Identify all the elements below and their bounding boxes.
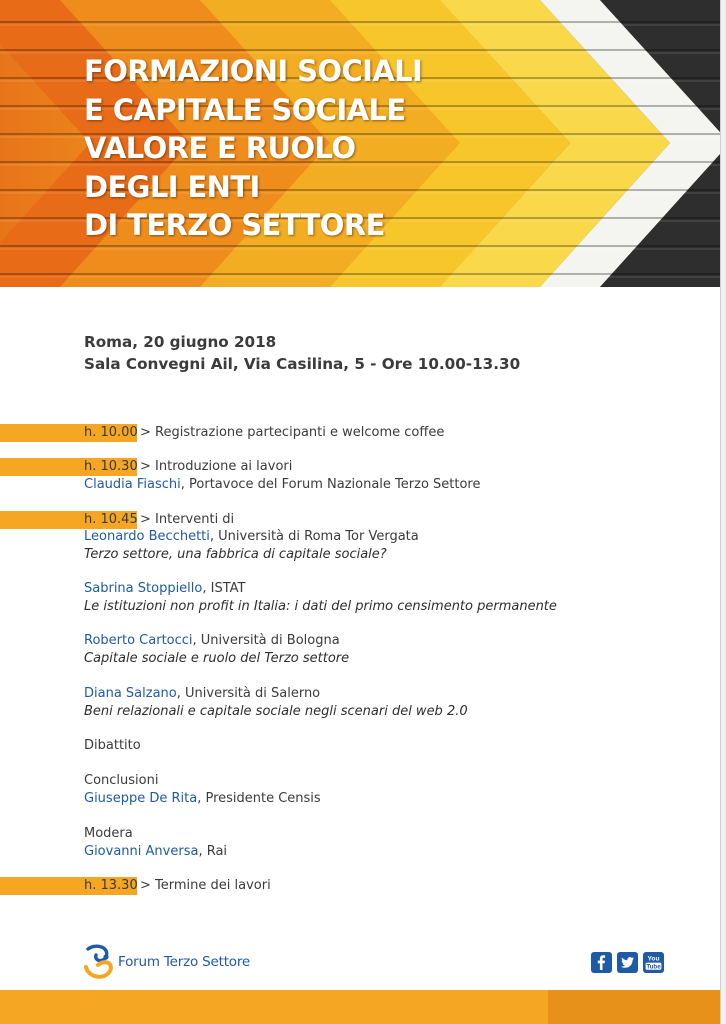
speaker-name: Leonardo Becchetti [84, 529, 210, 544]
slot-time: h. 10.00 [84, 425, 138, 440]
talk-title: Capitale sociale e ruolo del Terzo settore [84, 651, 350, 666]
speaker-line [84, 790, 321, 808]
slot-description: > Interventi di [140, 512, 235, 527]
speaker-name: Claudia Fiaschi [84, 477, 181, 492]
talk-title: Le istituzioni non profit in Italia: i dati del primo censimento permanente [84, 599, 557, 614]
youtube-you-text: You [647, 955, 660, 963]
title-line-4: DEGLI ENTI [84, 169, 260, 204]
slot-time: h. 10.30 [84, 459, 138, 474]
talk-title: Terzo settore, una fabbrica di capitale sociale? [84, 547, 387, 562]
slot-description: > Termine dei lavori [140, 878, 271, 893]
slot-time: h. 10.45 [84, 512, 138, 527]
slot-description: > Registrazione partecipanti e welcome coffee [140, 425, 445, 440]
youtube-icon[interactable] [643, 952, 664, 973]
slot-description: > Introduzione ai lavori [140, 459, 293, 474]
title-line-3: VALORE E RUOLO [84, 131, 356, 165]
speaker-affiliation: , Università di Salerno [176, 686, 321, 701]
header-banner [0, 0, 720, 287]
speaker-role: , Presidente Censis [197, 791, 321, 806]
speaker-role: , Portavoce del Forum Nazionale Terzo Settore [180, 477, 481, 492]
title-line-2: E CAPITALE SOCIALE [84, 92, 406, 127]
title-line-5: DI TERZO SETTORE [84, 208, 385, 242]
logo-text: Forum Terzo Settore [118, 954, 251, 970]
youtube-glyph [643, 952, 664, 973]
speaker-affiliation: , Università di Bologna [192, 633, 340, 648]
page-edge [720, 0, 726, 1024]
speaker-name: Sabrina Stoppiello [84, 581, 203, 596]
speaker-affiliation: , ISTAT [202, 581, 246, 596]
event-venue [84, 331, 520, 375]
debate-label: Dibattito [84, 738, 141, 753]
moderator-label: Modera [84, 826, 133, 841]
speaker-role: , Rai [198, 844, 228, 859]
speaker-name: Giuseppe De Rita [84, 791, 198, 806]
forum-logo-mark-icon [82, 943, 116, 981]
speaker-line [84, 685, 320, 703]
speaker-name: Roberto Cartocci [84, 633, 193, 648]
conclusions-label: Conclusioni [84, 773, 159, 788]
forum-terzo-settore-logo[interactable] [82, 943, 282, 981]
talk-title: Beni relazionali e capitale sociale negli scenari del web 2.0 [84, 704, 468, 719]
twitter-glyph [617, 952, 638, 973]
facebook-glyph [591, 952, 612, 973]
youtube-tube-text: Tube [646, 963, 661, 971]
speaker-line [84, 528, 419, 546]
speaker-line [84, 843, 227, 861]
event-date: Roma, 20 giugno 2018 [84, 333, 277, 351]
speaker-affiliation: , Università di Roma Tor Vergata [209, 529, 419, 544]
slot-time: h. 13.30 [84, 878, 138, 893]
speaker-line [84, 632, 340, 650]
twitter-icon[interactable] [617, 952, 638, 973]
event-title [84, 52, 422, 245]
speaker-line [84, 580, 245, 598]
speaker-name: Giovanni Anversa [84, 844, 199, 859]
speaker-name: Diana Salzano [84, 686, 177, 701]
facebook-icon[interactable] [591, 952, 612, 973]
footer-accent-bar-dark [548, 990, 720, 1024]
event-location: Sala Convegni Ail, Via Casilina, 5 - Ore 10.00-13.30 [84, 355, 521, 373]
speaker-line [84, 476, 481, 494]
title-line-1: FORMAZIONI SOCIALI [84, 54, 423, 88]
